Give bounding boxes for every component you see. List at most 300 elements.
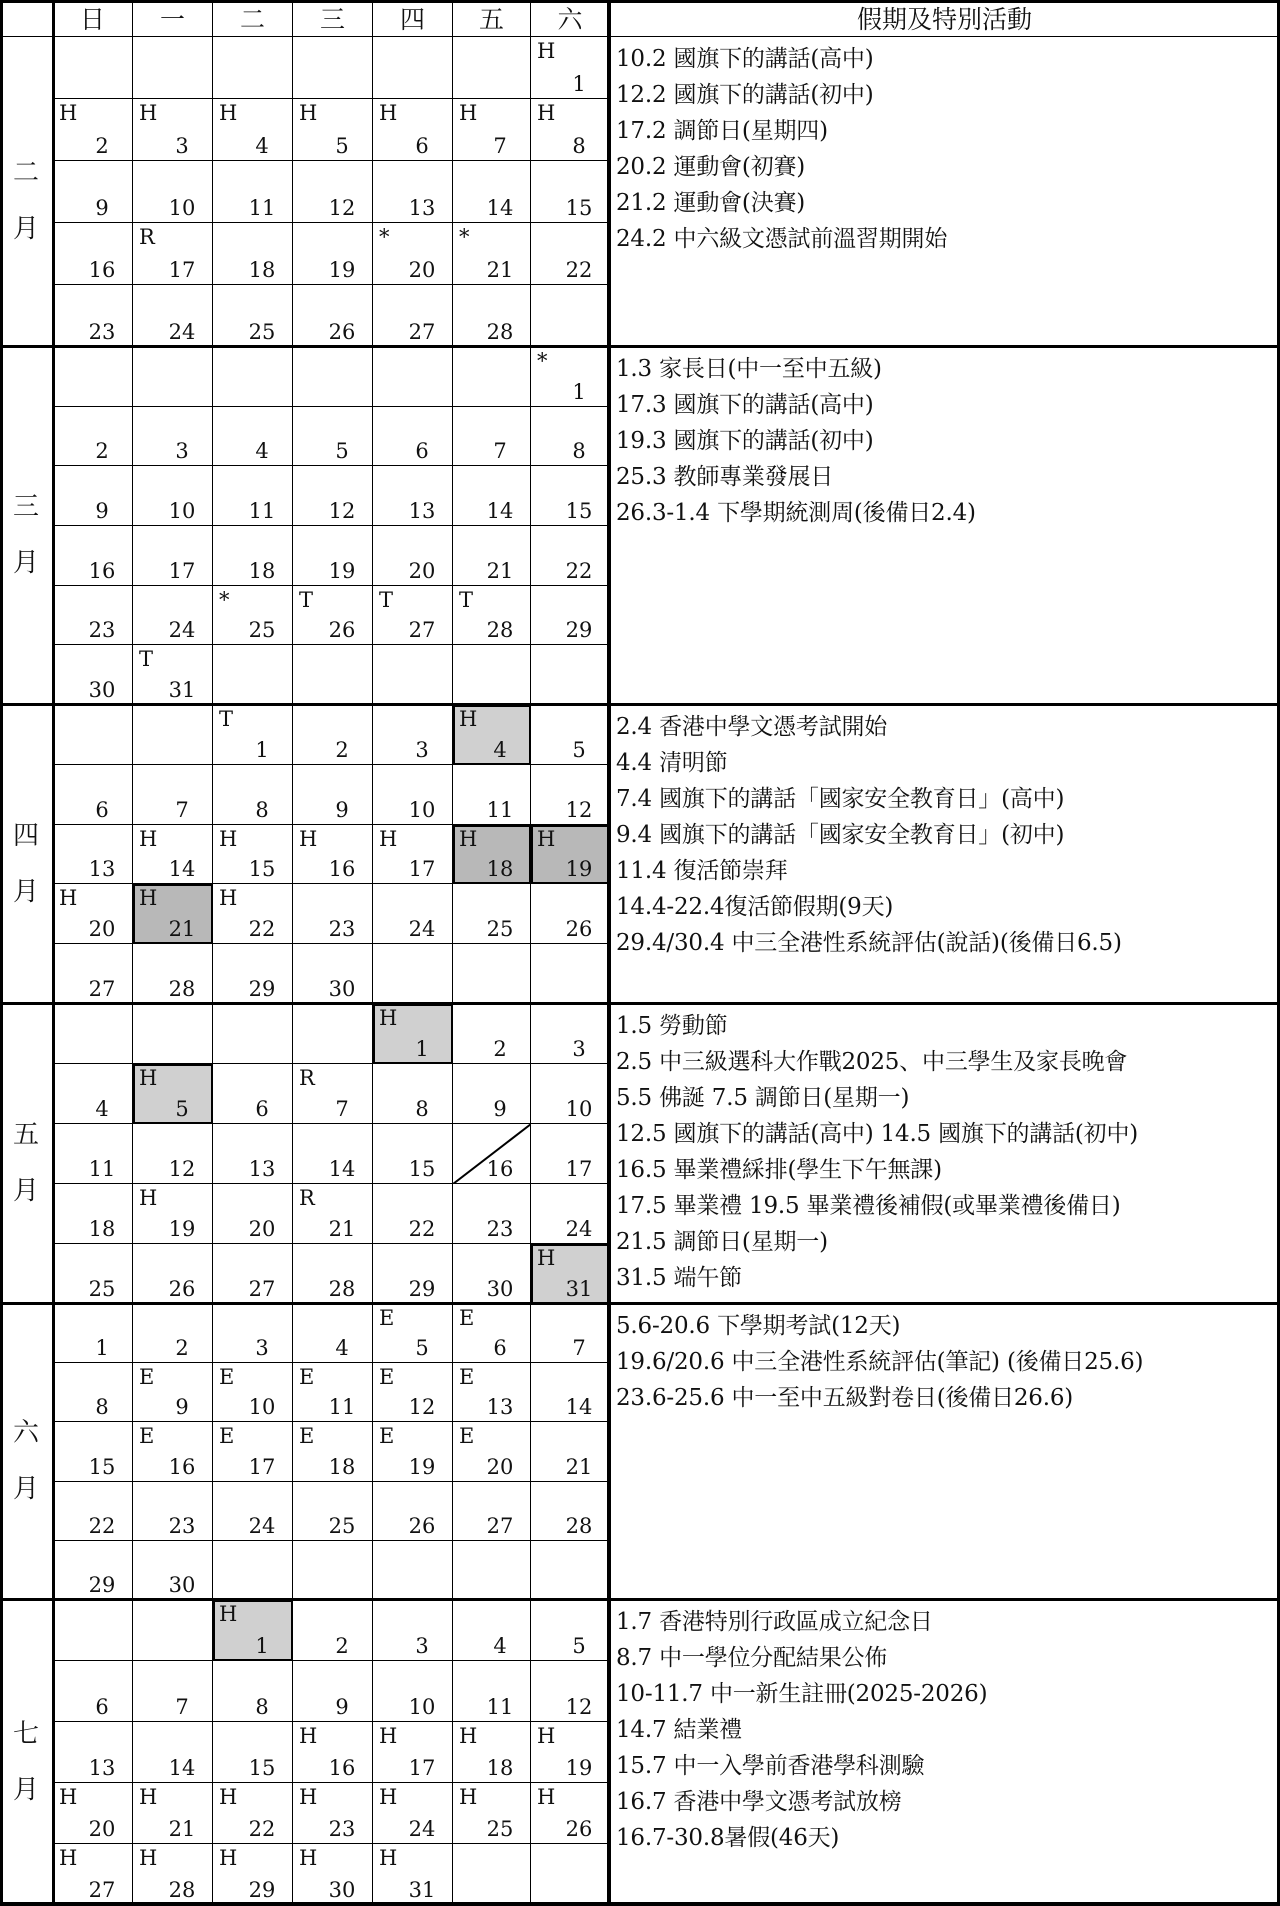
- day-number: 17: [565, 1157, 593, 1181]
- day-number: 29: [248, 1878, 276, 1902]
- day-number: 24: [168, 320, 196, 344]
- day-cell: [293, 944, 373, 1004]
- day-cell: [373, 526, 453, 586]
- event-item: 5.5 佛誕 7.5 調節日(星期一): [616, 1085, 910, 1111]
- day-cell: [531, 1244, 610, 1304]
- event-item: 29.4/30.4 中三全港性系統評估(說話)(後備日6.5): [616, 930, 1122, 956]
- day-cell: [373, 705, 453, 765]
- day-cell: [373, 1244, 453, 1304]
- empty-cell: [213, 347, 293, 407]
- day-number: 14: [486, 196, 514, 220]
- day-number: 7: [175, 797, 189, 822]
- event-item: 26.3-1.4 下學期統測周(後備日2.4): [616, 500, 976, 526]
- day-cell: [293, 1304, 373, 1363]
- day-number: 2: [493, 1037, 507, 1061]
- day-number: 11: [248, 498, 276, 523]
- day-cell: [133, 1482, 213, 1541]
- day-cell: [293, 466, 373, 526]
- day-cell: [531, 1722, 610, 1783]
- empty-cell: [213, 1004, 293, 1064]
- day-marker: E: [379, 1306, 395, 1330]
- event-item: 23.6-25.6 中一至中五級對卷日(後備日26.6): [616, 1385, 1074, 1411]
- day-cell: [293, 161, 373, 223]
- day-cell: [453, 1064, 531, 1124]
- day-cell: [531, 825, 610, 885]
- day-marker: T: [299, 587, 314, 612]
- day-cell: [133, 407, 213, 467]
- empty-cell: [373, 347, 453, 407]
- day-cell: [531, 1600, 610, 1661]
- day-number: 22: [565, 558, 593, 583]
- day-marker: H: [219, 826, 238, 851]
- day-cell: [133, 99, 213, 161]
- day-cell: [133, 1244, 213, 1304]
- day-cell: [453, 285, 531, 347]
- month-label-char: 月: [12, 876, 39, 907]
- event-item: 16.5 畢業禮綵排(學生下午無課): [616, 1157, 942, 1183]
- day-number: 5: [572, 737, 586, 762]
- day-cell: [53, 466, 133, 526]
- event-item: 14.4-22.4復活節假期(9天): [616, 894, 894, 920]
- day-number: 29: [408, 1277, 436, 1301]
- day-cell: [373, 407, 453, 467]
- day-number: 8: [255, 797, 269, 822]
- day-number: 26: [328, 320, 356, 344]
- day-number: 21: [168, 917, 196, 942]
- day-marker: H: [379, 1006, 398, 1030]
- day-cell: [293, 1844, 373, 1905]
- day-cell: [531, 407, 610, 467]
- day-number: 10: [408, 1695, 436, 1719]
- day-marker: H: [537, 1724, 556, 1748]
- empty-cell: [531, 1844, 610, 1905]
- empty-cell: [373, 645, 453, 705]
- day-marker: H: [299, 1785, 318, 1809]
- day-number: 23: [328, 1817, 356, 1841]
- day-cell: [373, 1422, 453, 1481]
- empty-cell: [373, 944, 453, 1004]
- day-marker: H: [537, 1785, 556, 1809]
- day-cell: [213, 1064, 293, 1124]
- header-corner: [0, 0, 53, 37]
- event-item: 31.5 端午節: [616, 1265, 742, 1291]
- event-item: 20.2 運動會(初賽): [616, 154, 806, 180]
- day-cell: [531, 37, 610, 99]
- day-cell: [293, 1124, 373, 1184]
- day-marker: H: [219, 1785, 238, 1809]
- day-cell: [293, 1482, 373, 1541]
- empty-cell: [373, 1541, 453, 1600]
- day-number: 20: [408, 258, 436, 282]
- day-cell: [531, 1482, 610, 1541]
- day-marker: H: [299, 1724, 318, 1748]
- weekday-header: 日: [53, 0, 133, 37]
- day-cell: [531, 1304, 610, 1363]
- day-number: 12: [328, 498, 356, 523]
- event-item: 1.3 家長日(中一至中五級): [616, 356, 882, 382]
- day-marker: *: [537, 349, 548, 373]
- day-cell: [531, 1184, 610, 1244]
- day-cell: [373, 1722, 453, 1783]
- day-cell: [53, 825, 133, 885]
- day-marker: H: [139, 886, 158, 911]
- day-number: 29: [248, 976, 276, 1001]
- day-cell: [531, 1422, 610, 1481]
- day-number: 22: [408, 1217, 436, 1241]
- day-number: 29: [88, 1572, 116, 1597]
- empty-cell: [293, 1541, 373, 1600]
- day-cell: [373, 1783, 453, 1844]
- column-rule: [607, 0, 611, 1905]
- day-number: 26: [565, 1817, 593, 1841]
- day-number: 21: [168, 1817, 196, 1841]
- day-cell: [373, 1482, 453, 1541]
- day-marker: E: [219, 1424, 235, 1449]
- day-number: 27: [88, 976, 116, 1001]
- day-number: 18: [248, 258, 276, 282]
- month-label-char: 四: [12, 820, 39, 851]
- day-number: 12: [565, 1695, 593, 1719]
- month-label-char: 三: [12, 492, 39, 522]
- day-marker: H: [139, 101, 158, 125]
- day-number: 16: [88, 558, 116, 583]
- day-number: 19: [408, 1454, 436, 1479]
- day-number: 15: [88, 1454, 116, 1479]
- day-cell: [531, 1783, 610, 1844]
- day-cell: [213, 765, 293, 825]
- day-number: 7: [493, 134, 507, 158]
- day-marker: H: [59, 886, 78, 911]
- empty-cell: [53, 37, 133, 99]
- day-number: 13: [88, 857, 116, 882]
- day-marker: T: [139, 647, 154, 672]
- day-cell: [293, 1184, 373, 1244]
- day-marker: H: [299, 1846, 318, 1870]
- day-number: 8: [255, 1695, 269, 1719]
- day-cell: [531, 1064, 610, 1124]
- day-cell: [373, 1184, 453, 1244]
- events-header: 假期及特別活動: [610, 0, 1280, 37]
- day-number: 25: [88, 1277, 116, 1301]
- day-cell: [373, 223, 453, 285]
- day-cell: [293, 223, 373, 285]
- day-number: 2: [335, 1634, 349, 1658]
- day-cell: [213, 1600, 293, 1661]
- day-cell: [213, 407, 293, 467]
- day-cell: [453, 1363, 531, 1422]
- day-number: 25: [248, 618, 276, 643]
- day-number: 8: [572, 134, 586, 158]
- month-label: [0, 1600, 53, 1905]
- event-item: 8.7 中一學位分配結果公佈: [616, 1645, 888, 1671]
- day-number: 22: [88, 1513, 116, 1538]
- event-item: 9.4 國旗下的講話「國家安全教育日」(初中): [616, 822, 1065, 848]
- empty-cell: [53, 347, 133, 407]
- day-marker: E: [379, 1365, 395, 1390]
- empty-cell: [213, 645, 293, 705]
- empty-cell: [133, 1004, 213, 1064]
- day-number: 22: [248, 1817, 276, 1841]
- day-number: 15: [565, 196, 593, 220]
- event-item: 10-11.7 中一新生註冊(2025-2026): [616, 1681, 988, 1707]
- day-number: 11: [328, 1395, 356, 1420]
- day-number: 4: [255, 134, 269, 158]
- day-cell: [133, 1422, 213, 1481]
- day-cell: [531, 765, 610, 825]
- day-marker: H: [219, 886, 238, 911]
- day-number: 28: [486, 320, 514, 344]
- day-number: 17: [248, 1454, 276, 1479]
- empty-cell: [453, 645, 531, 705]
- day-marker: H: [379, 1724, 398, 1748]
- day-number: 13: [408, 196, 436, 220]
- empty-cell: [133, 37, 213, 99]
- day-cell: [373, 1004, 453, 1064]
- day-cell: [453, 526, 531, 586]
- day-number: 6: [415, 134, 429, 158]
- day-cell: [373, 1661, 453, 1722]
- month-label: [0, 347, 53, 705]
- day-number: 9: [335, 1695, 349, 1719]
- day-number: 22: [248, 917, 276, 942]
- day-cell: [531, 526, 610, 586]
- day-marker: R: [139, 225, 155, 249]
- day-cell: [133, 1844, 213, 1905]
- day-cell: [213, 1844, 293, 1905]
- day-number: 31: [168, 677, 196, 702]
- day-cell: [373, 825, 453, 885]
- weekday-header: 三: [293, 0, 373, 37]
- day-number: 25: [486, 917, 514, 942]
- empty-cell: [133, 347, 213, 407]
- day-number: 10: [168, 498, 196, 523]
- event-item: 1.5 勞動節: [616, 1013, 728, 1039]
- day-number: 30: [328, 976, 356, 1001]
- day-number: 16: [328, 857, 356, 882]
- day-cell: [293, 586, 373, 646]
- day-number: 31: [408, 1878, 436, 1902]
- day-number: 21: [486, 258, 514, 282]
- day-number: 25: [328, 1513, 356, 1538]
- day-cell: [53, 99, 133, 161]
- day-number: 23: [88, 320, 116, 344]
- day-number: 26: [408, 1513, 436, 1538]
- day-cell: [531, 347, 610, 407]
- event-item: 16.7 香港中學文憑考試放榜: [616, 1789, 902, 1815]
- day-number: 16: [88, 258, 116, 282]
- day-number: 27: [486, 1513, 514, 1538]
- day-cell: [133, 223, 213, 285]
- day-cell: [213, 1124, 293, 1184]
- day-cell: [53, 1541, 133, 1600]
- day-number: 20: [88, 917, 116, 942]
- day-number: 26: [168, 1277, 196, 1301]
- empty-cell: [453, 1844, 531, 1905]
- empty-cell: [213, 1541, 293, 1600]
- day-cell: [293, 1661, 373, 1722]
- day-number: 3: [255, 1336, 269, 1361]
- day-number: 24: [248, 1513, 276, 1538]
- day-number: 4: [95, 1097, 109, 1121]
- day-cell: [213, 944, 293, 1004]
- day-cell: [293, 1422, 373, 1481]
- day-cell: [213, 884, 293, 944]
- day-number: 13: [408, 498, 436, 523]
- day-marker: H: [537, 39, 556, 63]
- day-cell: [213, 586, 293, 646]
- day-number: 3: [175, 134, 189, 158]
- day-cell: [53, 765, 133, 825]
- day-number: 11: [486, 1695, 514, 1719]
- day-number: 18: [88, 1217, 116, 1241]
- day-number: 5: [335, 439, 349, 464]
- day-number: 26: [328, 618, 356, 643]
- day-number: 9: [95, 498, 109, 523]
- day-cell: [531, 99, 610, 161]
- day-number: 11: [88, 1157, 116, 1181]
- day-number: 20: [486, 1454, 514, 1479]
- day-marker: H: [59, 101, 78, 125]
- day-number: 1: [572, 379, 586, 404]
- day-number: 9: [335, 797, 349, 822]
- day-cell: [213, 1783, 293, 1844]
- day-cell: [213, 825, 293, 885]
- day-cell: [293, 1783, 373, 1844]
- day-cell: [453, 586, 531, 646]
- day-number: 17: [408, 1756, 436, 1780]
- day-marker: *: [459, 225, 470, 249]
- event-item: 4.4 清明節: [616, 750, 728, 776]
- day-cell: [53, 1244, 133, 1304]
- day-number: 4: [493, 737, 507, 762]
- day-number: 1: [415, 1037, 429, 1061]
- day-number: 1: [255, 1634, 269, 1658]
- day-number: 11: [486, 797, 514, 822]
- empty-cell: [531, 285, 610, 347]
- day-marker: E: [459, 1365, 475, 1390]
- day-cell: [133, 825, 213, 885]
- column-rule: [53, 0, 55, 1905]
- day-number: 14: [328, 1157, 356, 1181]
- day-number: 12: [168, 1157, 196, 1181]
- weekday-header: 一: [133, 0, 213, 37]
- day-cell: [213, 466, 293, 526]
- day-marker: H: [139, 1066, 158, 1090]
- day-number: 21: [486, 558, 514, 583]
- day-marker: E: [459, 1306, 475, 1330]
- day-number: 5: [415, 1336, 429, 1361]
- day-cell: [133, 586, 213, 646]
- day-number: 21: [328, 1217, 356, 1241]
- day-number: 30: [88, 677, 116, 702]
- day-cell: [133, 1184, 213, 1244]
- day-marker: E: [459, 1424, 475, 1449]
- day-marker: T: [459, 587, 474, 612]
- day-cell: [293, 1064, 373, 1124]
- day-cell: [53, 1482, 133, 1541]
- month-label-char: 七: [12, 1718, 39, 1749]
- empty-cell: [531, 645, 610, 705]
- day-number: 10: [565, 1097, 593, 1121]
- events-list: [610, 1304, 1280, 1600]
- day-cell: [53, 1783, 133, 1844]
- day-number: 1: [572, 72, 586, 96]
- day-cell: [531, 223, 610, 285]
- day-number: 17: [168, 258, 196, 282]
- day-number: 13: [248, 1157, 276, 1181]
- day-marker: E: [299, 1424, 315, 1449]
- day-cell: [133, 944, 213, 1004]
- day-cell: [453, 1783, 531, 1844]
- day-marker: H: [299, 101, 318, 125]
- day-cell: [531, 1661, 610, 1722]
- event-item: 15.7 中一入學前香港學科測驗: [616, 1753, 925, 1779]
- day-number: 15: [565, 498, 593, 523]
- day-cell: [453, 407, 531, 467]
- day-cell: [133, 526, 213, 586]
- events-list: [610, 1600, 1280, 1905]
- day-number: 19: [328, 258, 356, 282]
- day-marker: H: [459, 1724, 478, 1748]
- day-cell: [53, 1363, 133, 1422]
- day-number: 24: [565, 1217, 593, 1241]
- day-cell: [453, 1304, 531, 1363]
- day-cell: [453, 1422, 531, 1481]
- empty-cell: [293, 347, 373, 407]
- day-cell: [373, 1363, 453, 1422]
- day-number: 12: [408, 1395, 436, 1420]
- empty-cell: [53, 705, 133, 765]
- event-item: 14.7 結業禮: [616, 1717, 742, 1743]
- day-marker: H: [379, 101, 398, 125]
- day-number: 27: [88, 1878, 116, 1902]
- day-marker: E: [139, 1424, 155, 1449]
- day-number: 3: [415, 737, 429, 762]
- event-item: 16.7-30.8暑假(46天): [616, 1825, 840, 1851]
- day-number: 8: [572, 439, 586, 464]
- day-cell: [531, 1124, 610, 1184]
- day-number: 18: [486, 1756, 514, 1780]
- day-cell: [213, 1184, 293, 1244]
- day-cell: [531, 884, 610, 944]
- event-item: 10.2 國旗下的講話(高中): [616, 46, 874, 72]
- event-item: 21.2 運動會(決賽): [616, 190, 806, 216]
- day-number: 2: [95, 439, 109, 464]
- day-marker: E: [219, 1365, 235, 1390]
- day-number: 5: [572, 1634, 586, 1658]
- event-item: 1.7 香港特別行政區成立紀念日: [616, 1609, 933, 1635]
- empty-cell: [53, 1600, 133, 1661]
- day-cell: [53, 223, 133, 285]
- day-number: 28: [486, 618, 514, 643]
- day-cell: [213, 1244, 293, 1304]
- day-marker: H: [459, 707, 478, 731]
- day-number: 7: [572, 1336, 586, 1361]
- day-number: 20: [408, 558, 436, 583]
- day-cell: [133, 1661, 213, 1722]
- day-cell: [293, 1244, 373, 1304]
- day-cell: [133, 1064, 213, 1124]
- day-number: 30: [328, 1878, 356, 1902]
- day-cell: [213, 705, 293, 765]
- day-number: 23: [486, 1217, 514, 1241]
- event-item: 17.5 畢業禮 19.5 畢業禮後補假(或畢業禮後備日): [616, 1193, 1121, 1219]
- empty-cell: [453, 944, 531, 1004]
- day-number: 2: [95, 134, 109, 158]
- day-number: 16: [486, 1157, 514, 1181]
- empty-cell: [293, 645, 373, 705]
- day-number: 12: [565, 797, 593, 822]
